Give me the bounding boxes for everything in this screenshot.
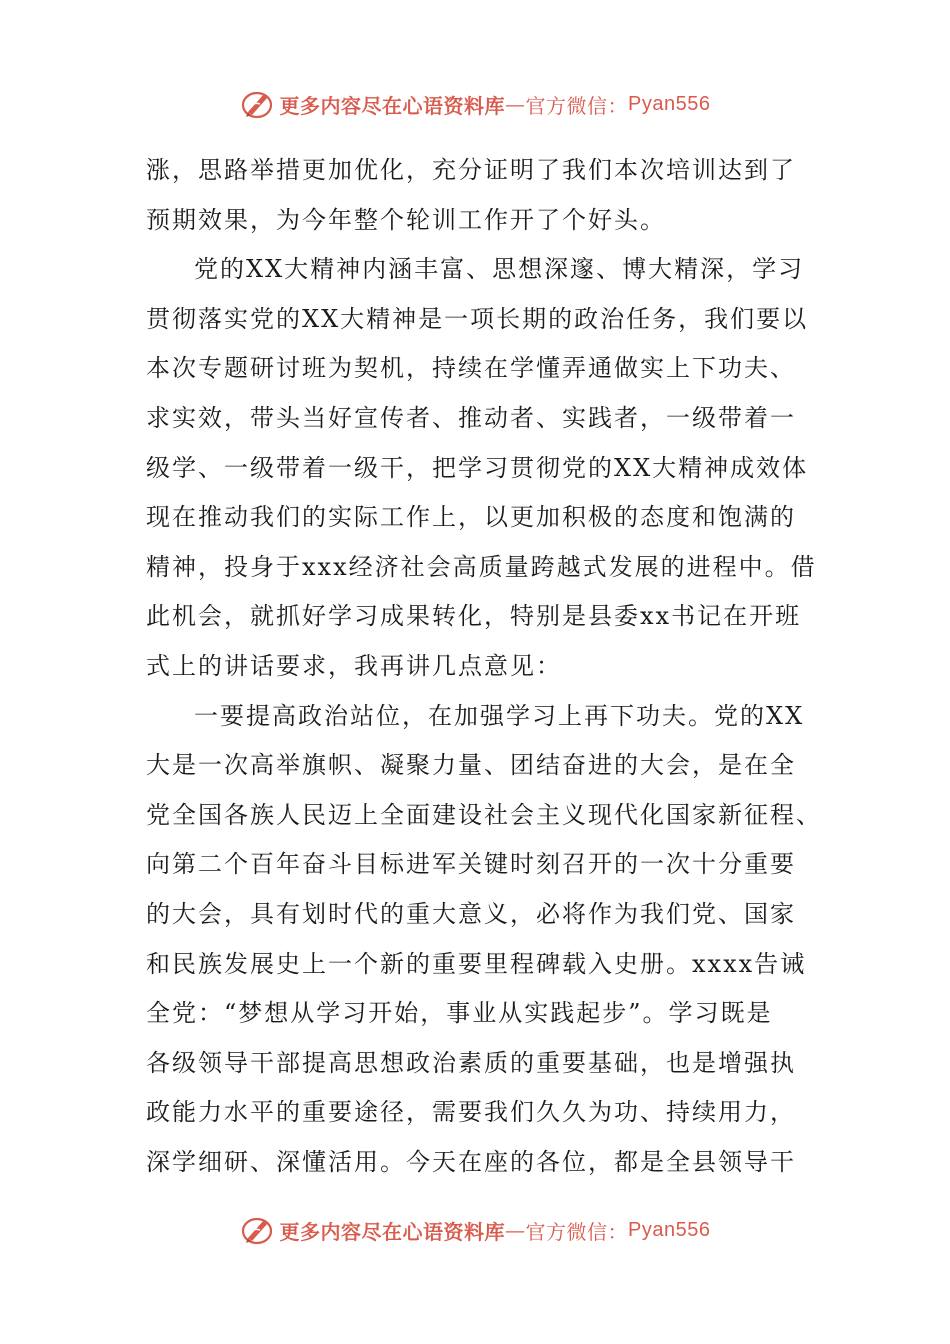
text-line: 党的XX大精神内涵丰富、思想深邃、博大精深，学习 xyxy=(194,255,805,284)
text-line: 级学、一级带着一级干，把学习贯彻党的XX大精神成效体 xyxy=(146,453,809,482)
text-line: 预期效果，为今年整个轮训工作开了个好头。 xyxy=(146,205,666,234)
text-line: 贯彻落实党的XX大精神是一项长期的政治任务，我们要以 xyxy=(146,304,809,333)
text-line: 求实效，带头当好宣传者、推动者、实践者，一级带着一 xyxy=(146,403,796,432)
text-line: 此机会，就抓好学习成果转化，特别是县委xx书记在开班 xyxy=(146,602,802,631)
text-line: 本次专题研讨班为契机，持续在学懂弄通做实上下功夫、 xyxy=(146,354,796,383)
header-separator: — xyxy=(505,92,526,116)
text-line: 和民族发展史上一个新的重要里程碑载入史册。xxxx告诫 xyxy=(146,949,807,978)
text-line: 式上的讲话要求，我再讲几点意见： xyxy=(146,651,562,680)
header-wechat-id: Pyan556 xyxy=(628,92,711,115)
header-banner xyxy=(0,82,950,126)
pen-logo-icon xyxy=(240,86,276,122)
text-line: 精神，投身于xxx经济社会高质量跨越式发展的进程中。借 xyxy=(146,552,817,581)
text-line: 现在推动我们的实际工作上，以更加积极的态度和饱满的 xyxy=(146,503,796,532)
text-line: 一要提高政治站位，在加强学习上再下功夫。党的XX xyxy=(194,701,805,730)
text-line: 大是一次高举旗帜、凝聚力量、团结奋进的大会，是在全 xyxy=(146,751,796,780)
text-line: 涨，思路举措更加优化，充分证明了我们本次培训达到了 xyxy=(146,156,796,184)
header-brand-text: 更多内容尽在心语资料库 xyxy=(279,93,506,118)
footer-wechat-id: Pyan556 xyxy=(628,1218,711,1241)
text-line: 深学细研、深懂活用。今天在座的各位，都是全县领导干 xyxy=(146,1147,796,1176)
header-wechat-label: 官方微信： xyxy=(525,93,629,118)
text-line: 党全国各族人民迈上全面建设社会主义现代化国家新征程、 xyxy=(146,800,822,829)
text-line: 向第二个百年奋斗目标进军关键时刻召开的一次十分重要 xyxy=(146,850,796,879)
footer-banner xyxy=(0,1208,950,1252)
text-line: 各级领导干部提高思想政治素质的重要基础，也是增强执 xyxy=(146,1048,796,1077)
text-line: 政能力水平的重要途径，需要我们久久为功、持续用力， xyxy=(146,1098,796,1127)
document-body xyxy=(146,146,822,1187)
footer-wechat-label: 官方微信： xyxy=(525,1219,629,1244)
footer-brand-text: 更多内容尽在心语资料库 xyxy=(279,1219,506,1244)
text-line: 全党：“梦想从学习开始，事业从实践起步”。学习既是 xyxy=(146,999,773,1028)
text-line: 的大会，具有划时代的重大意义，必将作为我们党、国家 xyxy=(146,899,796,928)
footer-separator: — xyxy=(505,1218,526,1242)
pen-logo-icon xyxy=(240,1212,276,1248)
